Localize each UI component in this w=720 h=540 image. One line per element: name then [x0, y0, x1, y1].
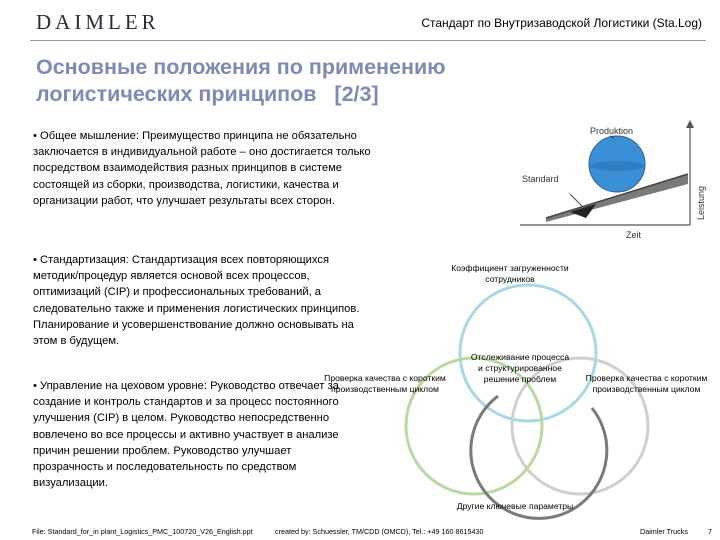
- footer-created-by: created by: Schuessler, TM/CDD (OMCD), Tel.: +49 160 8615430: [275, 527, 484, 536]
- label-employee-utilization: Коэффициент загруженности сотрудников: [451, 263, 569, 284]
- paragraph-holistic-thinking: • Общее мышление: Преимущество принципа не обязательно заключается в индивидуальной работе – оно достигается только посредством взаимодействия разных принципов в системе состоящей из сборки, производства, логистики, качества и организации работ, что улучшает результаты всех сторон.: [33, 130, 371, 207]
- standard-label: Standard: [522, 174, 559, 184]
- header-divider: [30, 40, 706, 41]
- incline-figure: [518, 122, 708, 242]
- paragraph-standardization: • Стандартизация: Стандартизация всех повторяющихся методик/процедур является основой всех процессов, оптимизаций (CIP) и профессиональных требований, а следовательно также и применения логистических принципов. Планирование и усовершенствование должно основывать на этом в будущем.: [33, 254, 360, 348]
- page-number: 7: [708, 527, 712, 536]
- footer-company: Daimler Trucks: [640, 527, 688, 536]
- label-quality-check-right: Проверка качества с коротким производственным циклом: [585, 373, 708, 394]
- header-title: Стандарт по Внутризаводской Логистики (Sta.Log): [421, 16, 702, 30]
- slide-title-line-2: логистических принципов [2/3]: [36, 82, 379, 106]
- footer-file: File: Standard_for_in plant_Logistics_PMC_100720_V26_English.ppt: [32, 527, 253, 536]
- produktion-label: Produktion: [590, 126, 634, 136]
- ball-band: [590, 161, 644, 171]
- slide-title: [36, 54, 556, 108]
- zeit-label: Zeit: [626, 230, 642, 240]
- paragraph-shopfloor-management: • Управление на цеховом уровне: Руководство отвечает за создание и контроль стандартов и за процесс постоянного улучшения (CIP) в целом. Руководство непосредственно вовлечено во все процессы и активно участвует в анализе причин решении проблем. Руководство улучшает прозрачность и последовательность по средством визуализации.: [33, 380, 339, 490]
- leistung-label: Leistung: [696, 185, 706, 220]
- label-process-tracking: Отслеживание процесса и структурированное решение проблем: [470, 352, 570, 384]
- leistung-axis-arrow: [686, 120, 694, 128]
- slide-title-line-1: Основные положения по применению: [36, 55, 446, 79]
- standard-arrow: [570, 194, 582, 206]
- label-quality-check-left: Проверка качества с коротким производственным циклом: [324, 373, 446, 394]
- principles-circles-diagram: [388, 278, 668, 518]
- label-other-key-parameters: Другие ключевые параметры: [456, 501, 574, 511]
- daimler-logo: DAIMLER: [36, 10, 160, 34]
